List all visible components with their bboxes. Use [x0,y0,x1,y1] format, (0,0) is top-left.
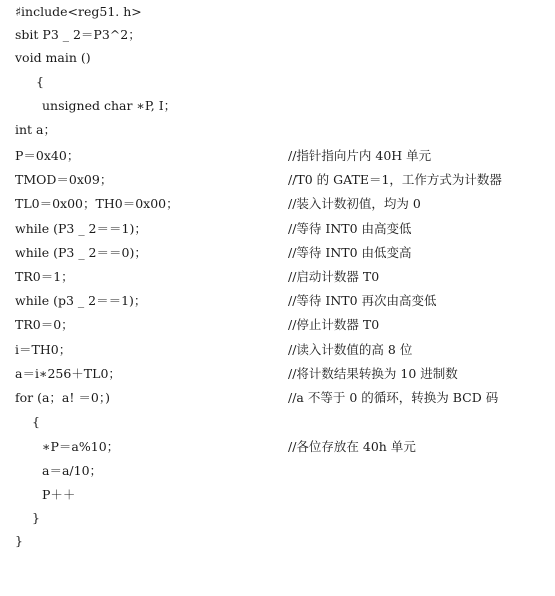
code-line [0,314,555,336]
code-text: unsigned char ∗P, I； [42,98,177,113]
code-comment: //等待 INT0 由低变高 [288,245,412,260]
code-comment: //读入计数值的高 8 位 [288,342,413,357]
code-line [0,169,555,191]
code-line [0,339,555,361]
code-text: while (P3 _ 2＝＝0)； [15,245,147,260]
code-text: for (a；a! ＝0；) [15,390,110,405]
code-text: } [32,510,40,525]
code-text: ∗P＝a%10； [42,439,120,454]
code-text: a＝i∗256＋TL0； [15,366,121,381]
code-line [0,24,555,46]
code-comment: //各位存放在 40h 单元 [288,439,416,454]
code-text: i＝TH0； [15,342,72,357]
code-line [0,436,555,458]
code-text: void main () [15,50,91,65]
code-text: TMOD＝0x09； [15,172,113,187]
code-line [0,290,555,312]
code-text: { [32,414,40,429]
code-text: while (P3 _ 2＝＝1)； [15,221,147,236]
code-line [0,218,555,240]
code-line [0,460,555,482]
code-line [0,242,555,264]
code-text: P＝0x40； [15,148,80,163]
code-text: { [36,74,44,89]
code-comment: //等待 INT0 再次由高变低 [288,293,437,308]
code-comment: //指针指向片内 40H 单元 [288,148,432,163]
code-line [0,71,555,93]
code-line [0,411,555,433]
code-line [0,484,555,506]
code-line [0,1,555,23]
code-text: a＝a/10； [42,463,103,478]
code-comment: //停止计数器 T0 [288,317,380,332]
code-text: int a； [15,122,56,137]
code-line [0,530,555,552]
code-text: while (p3 _ 2＝＝1)； [15,293,147,308]
code-line [0,266,555,288]
code-comment: //将计数结果转换为 10 进制数 [288,366,458,381]
code-line [0,507,555,529]
code-comment: //a 不等于 0 的循环，转换为 BCD 码 [288,390,499,405]
code-text: TR0＝0； [15,317,74,332]
code-line [0,47,555,69]
code-line [0,387,555,409]
code-text: P＋＋ [42,487,76,502]
code-text: } [15,533,23,548]
code-line [0,119,555,141]
code-line [0,363,555,385]
code-comment: //T0 的 GATE＝1，工作方式为计数器 [288,172,502,187]
code-line [0,145,555,167]
code-line [0,193,555,215]
code-comment: //装入计数初值，均为 0 [288,196,421,211]
code-text: ♯include<reg51. h> [15,4,142,19]
code-comment: //等待 INT0 由高变低 [288,221,412,236]
code-text: TR0＝1； [15,269,74,284]
code-text: TL0＝0x00；TH0＝0x00； [15,196,179,211]
code-comment: //启动计数器 T0 [288,269,380,284]
code-line [0,95,555,117]
code-text: sbit P3 _ 2＝P3^2； [15,27,141,42]
